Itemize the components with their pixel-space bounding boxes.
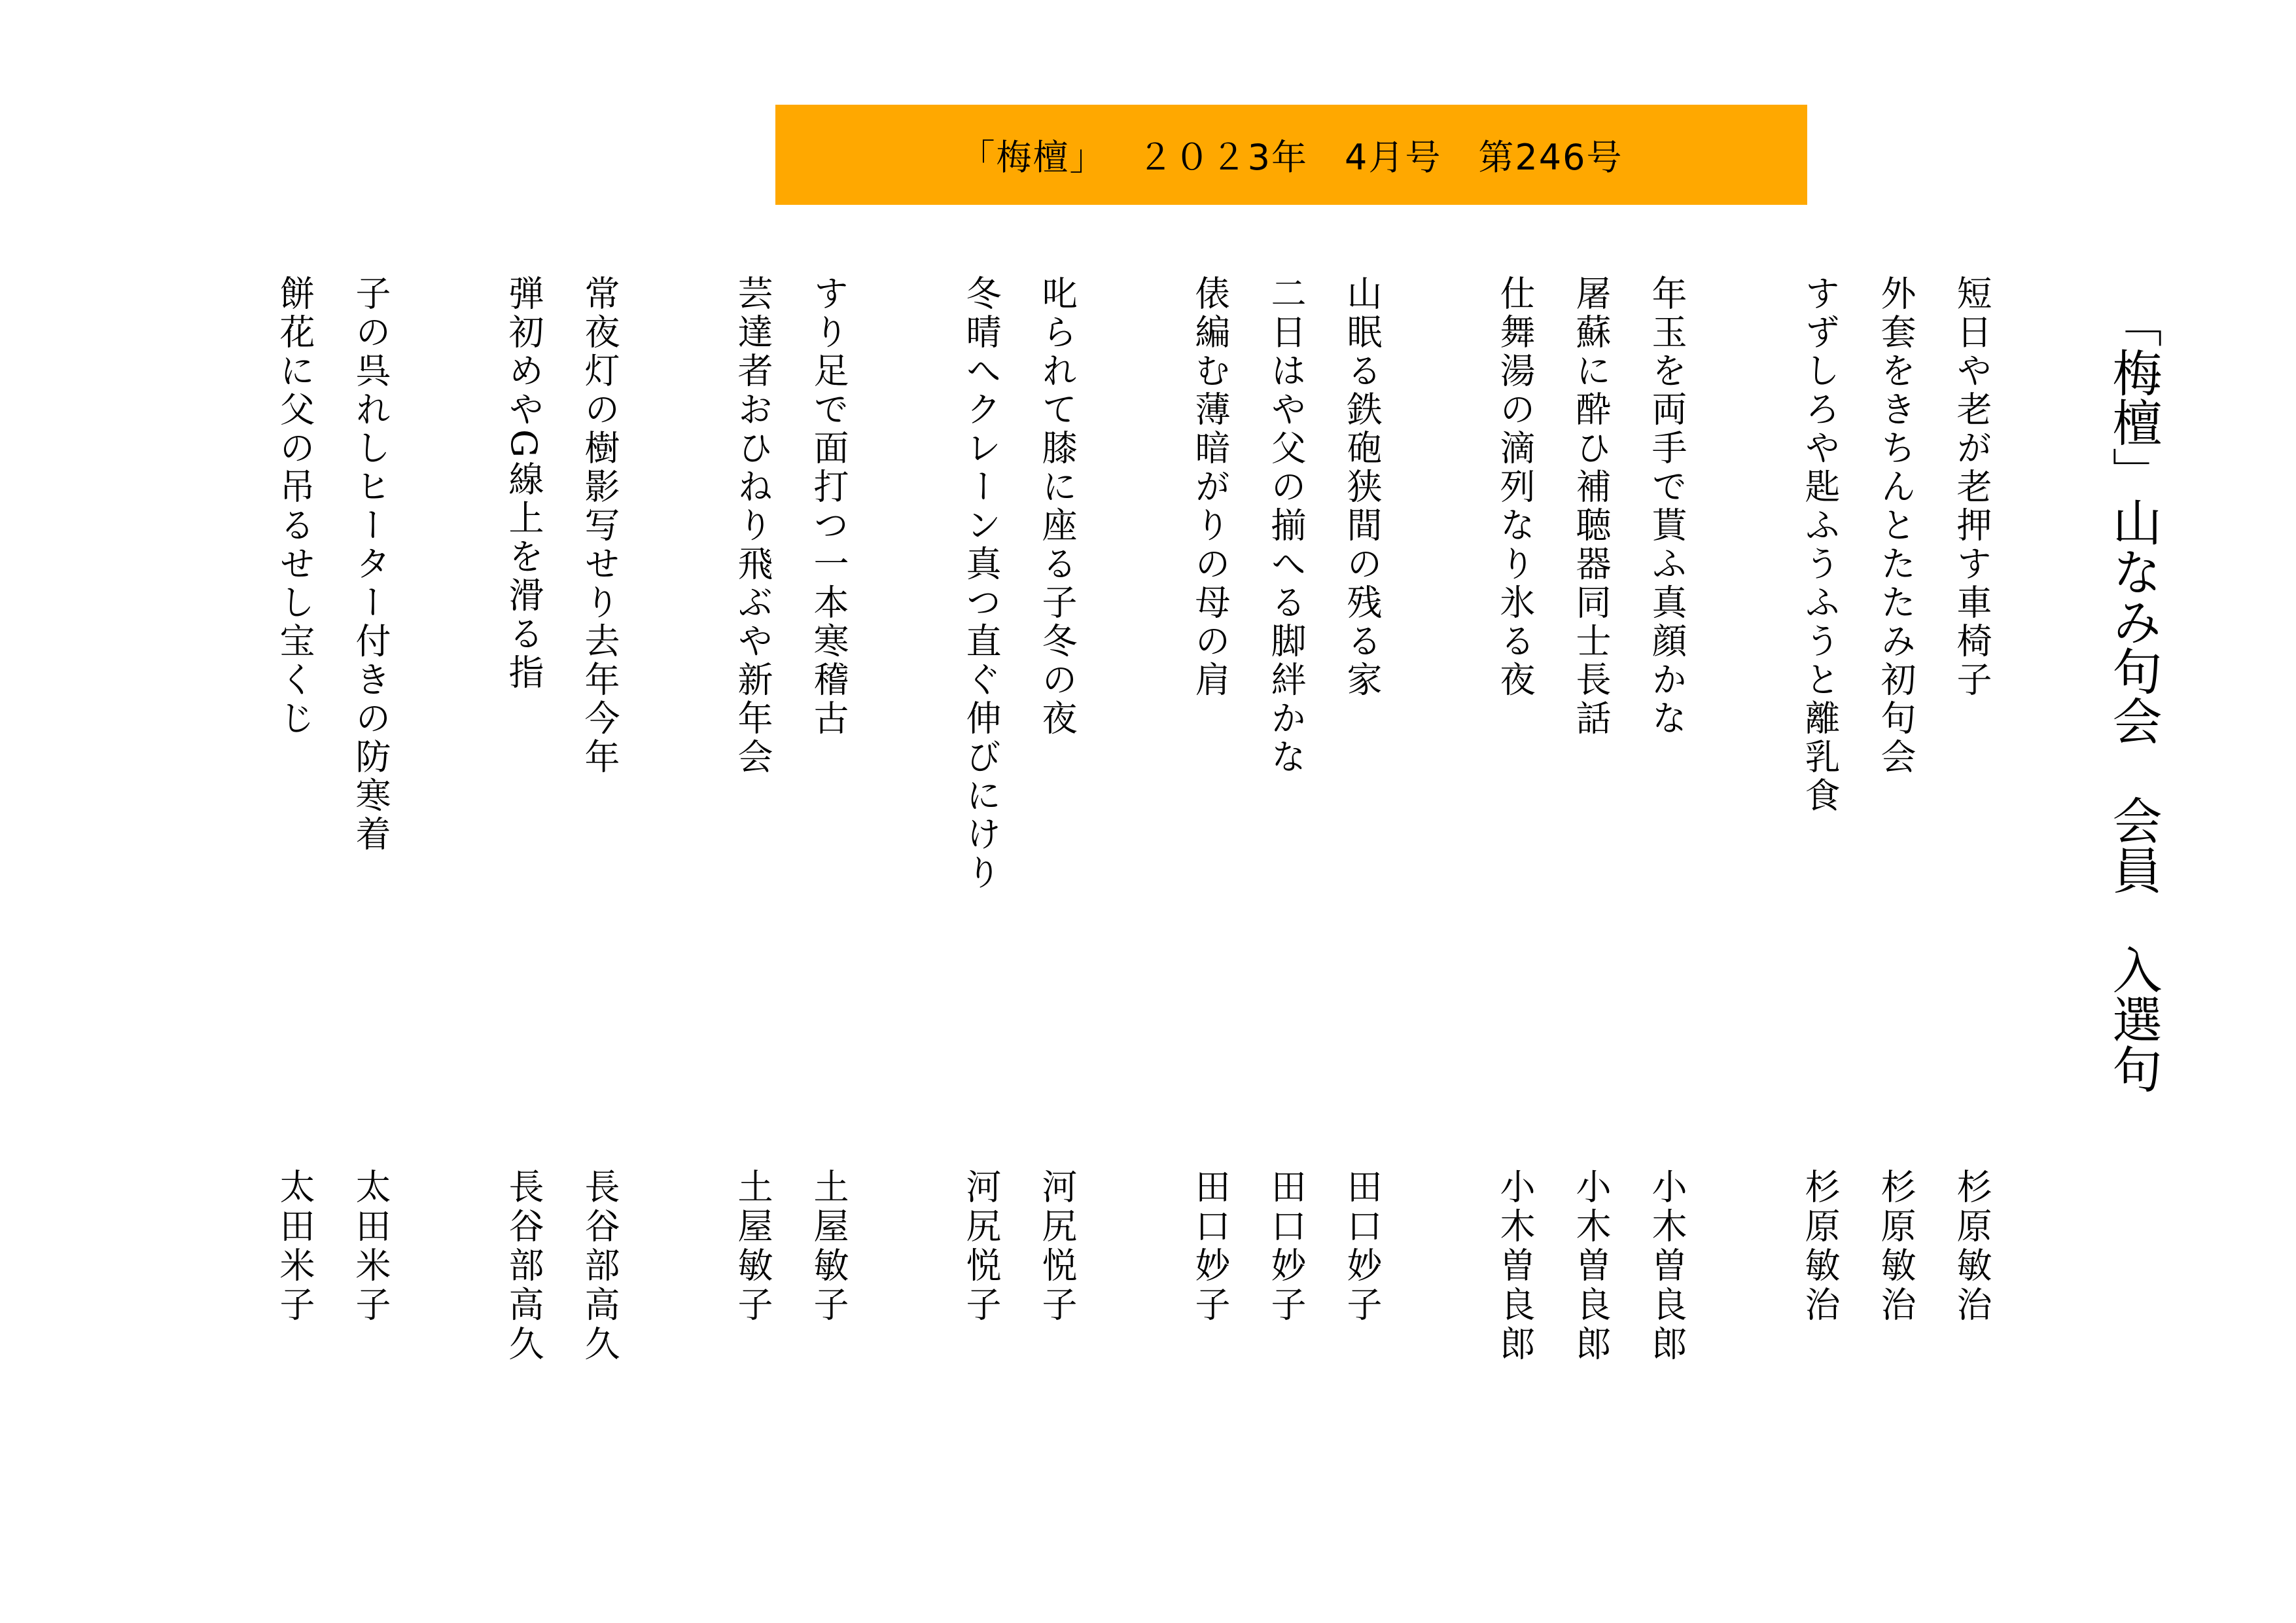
author-11: 河尻悦子 bbox=[961, 1168, 1002, 1325]
haiku-16: 子の呉れしヒーター付きの防寒着 bbox=[350, 275, 391, 854]
issue-banner-text: 「梅檀」 ２０２3年 4月号 第246号 bbox=[959, 137, 1623, 178]
haiku-8: 二日はや父の揃へる脚絆かな bbox=[1265, 275, 1307, 777]
haiku-3: すずしろや匙ふうふうと離乳食 bbox=[1799, 275, 1841, 815]
issue-banner bbox=[775, 105, 1807, 205]
haiku-14: 常夜灯の樹影写せり去年今年 bbox=[579, 275, 620, 777]
haiku-5: 屠蘇に酔ひ補聴器同士長話 bbox=[1570, 275, 1612, 738]
author-8: 田口妙子 bbox=[1265, 1168, 1307, 1325]
haiku-10: 叱られて膝に座る子冬の夜 bbox=[1036, 275, 1078, 738]
author-4: 小木曽良郎 bbox=[1646, 1168, 1687, 1364]
haiku-4: 年玉を両手で貰ふ真顔かな bbox=[1646, 275, 1687, 738]
author-15: 長谷部高久 bbox=[503, 1168, 544, 1364]
haiku-15: 弾初めやG線上を滑る指 bbox=[503, 275, 544, 693]
author-7: 田口妙子 bbox=[1341, 1168, 1383, 1325]
author-3: 杉原敏治 bbox=[1799, 1168, 1841, 1325]
author-10: 河尻悦子 bbox=[1036, 1168, 1078, 1325]
haiku-12: すり足で面打つ一本寒稽古 bbox=[808, 275, 849, 738]
haiku-13: 芸達者おひねり飛ぶや新年会 bbox=[732, 275, 773, 777]
author-14: 長谷部高久 bbox=[579, 1168, 620, 1364]
author-16: 太田米子 bbox=[350, 1168, 391, 1325]
author-2: 杉原敏治 bbox=[1875, 1168, 1916, 1325]
author-12: 土屋敏子 bbox=[808, 1168, 849, 1325]
author-5: 小木曽良郎 bbox=[1570, 1168, 1612, 1364]
author-1: 杉原敏治 bbox=[1951, 1168, 1992, 1325]
haiku-9: 俵編む薄暗がりの母の肩 bbox=[1190, 275, 1231, 700]
haiku-11: 冬晴へクレーン真つ直ぐ伸びにけり bbox=[961, 275, 1002, 893]
page-title: 「梅檀」山なみ句会 会員 入選句 bbox=[2104, 298, 2163, 1094]
haiku-17: 餅花に父の吊るせし宝くじ bbox=[274, 275, 315, 738]
haiku-1: 短日や老が老押す車椅子 bbox=[1951, 275, 1992, 700]
author-13: 土屋敏子 bbox=[732, 1168, 773, 1325]
haiku-7: 山眠る鉄砲狭間の残る家 bbox=[1341, 275, 1383, 700]
haiku-6: 仕舞湯の滴列なり氷る夜 bbox=[1494, 275, 1536, 700]
author-9: 田口妙子 bbox=[1190, 1168, 1231, 1325]
author-17: 太田米子 bbox=[274, 1168, 315, 1325]
author-6: 小木曽良郎 bbox=[1494, 1168, 1536, 1364]
haiku-2: 外套をきちんとたたみ初句会 bbox=[1875, 275, 1916, 777]
